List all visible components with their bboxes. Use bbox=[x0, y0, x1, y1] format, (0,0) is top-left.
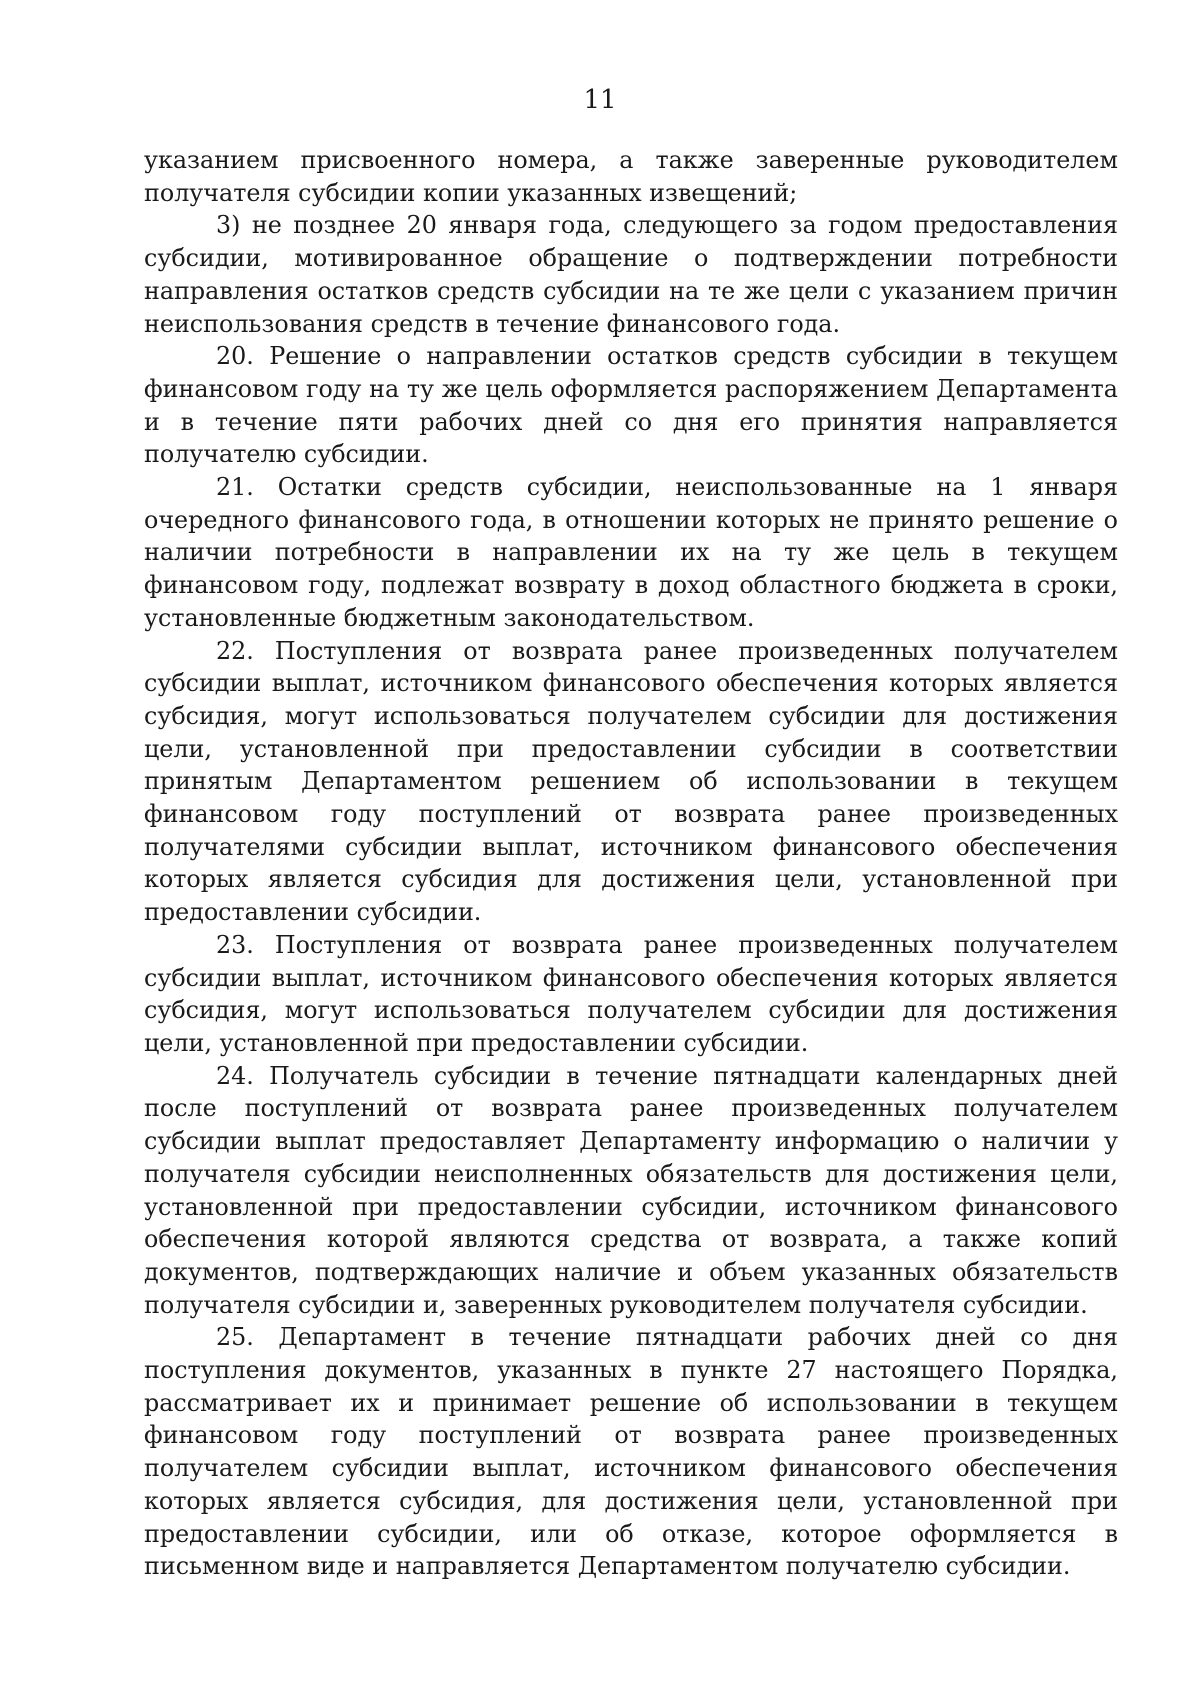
paragraph-item-22: 22. Поступления от возврата ранее произведенных получателем субсидии выплат, источником финансового обеспечения которых является субсидия, могут использоваться получателем субсидии для достижения цели, установленной при предоставлении субсидии в соответствии принятым Департаментом решением об использовании в текущем финансовом году поступлений от возврата ранее произведенных получателями субсидии выплат, источником финансового обеспечения которых является субсидия для достижения цели, установленной при предоставлении субсидии. bbox=[144, 636, 1118, 927]
paragraph-item-25: 25. Департамент в течение пятнадцати рабочих дней со дня поступления документов, указанных в пункте 27 настоящего Порядка, рассматривает их и принимает решение об использовании в текущем финансовом году поступлений от возврата ранее произведенных получателем субсидии выплат, источником финансового обеспечения которых является субсидия, для достижения цели, установленной при предоставлении субсидии, или об отказе, которое оформляется в письменном виде и направляется Департаментом получателю субсидии. bbox=[144, 1323, 1118, 1581]
page-number: 11 bbox=[583, 85, 617, 115]
paragraph-item-23: 23. Поступления от возврата ранее произведенных получателем субсидии выплат, источником финансового обеспечения которых является субсидия, могут использоваться получателем субсидии для достижения цели, установленной при предоставлении субсидии. bbox=[144, 930, 1118, 1057]
paragraph-item-20: 20. Решение о направлении остатков средств субсидии в текущем финансовом году на ту же цель оформляется распоряжением Департамента и в течение пяти рабочих дней со дня его принятия направляется получателю субсидии. bbox=[144, 342, 1118, 469]
paragraph-continuation: указанием присвоенного номера, а также заверенные руководителем получателя субсидии копии указанных извещений; bbox=[144, 146, 1118, 207]
paragraph-item-21: 21. Остатки средств субсидии, неиспользованные на 1 января очередного финансового года, в отношении которых не принято решение о наличии потребности в направлении их на ту же цель в текущем финансовом году, подлежат возврату в доход областного бюджета в сроки, установленные бюджетным законодательством. bbox=[144, 473, 1118, 632]
paragraph-item-3: 3) не позднее 20 января года, следующего за годом предоставления субсидии, мотивированное обращение о подтверждении потребности направления остатков средств субсидии на те же цели с указанием причин неиспользования средств в течение финансового года. bbox=[144, 211, 1118, 338]
paragraph-item-24: 24. Получатель субсидии в течение пятнадцати календарных дней после поступлений от возврата ранее произведенных получателем субсидии выплат предоставляет Департаменту информацию о наличии у получателя субсидии неисполненных обязательств для достижения цели, установленной при предоставлении субсидии, источником финансового обеспечения которой являются средства от возврата, а также копий документов, подтверждающих наличие и объем указанных обязательств получателя субсидии и, заверенных руководителем получателя субсидии. bbox=[144, 1061, 1118, 1319]
document-body bbox=[144, 144, 1118, 1583]
